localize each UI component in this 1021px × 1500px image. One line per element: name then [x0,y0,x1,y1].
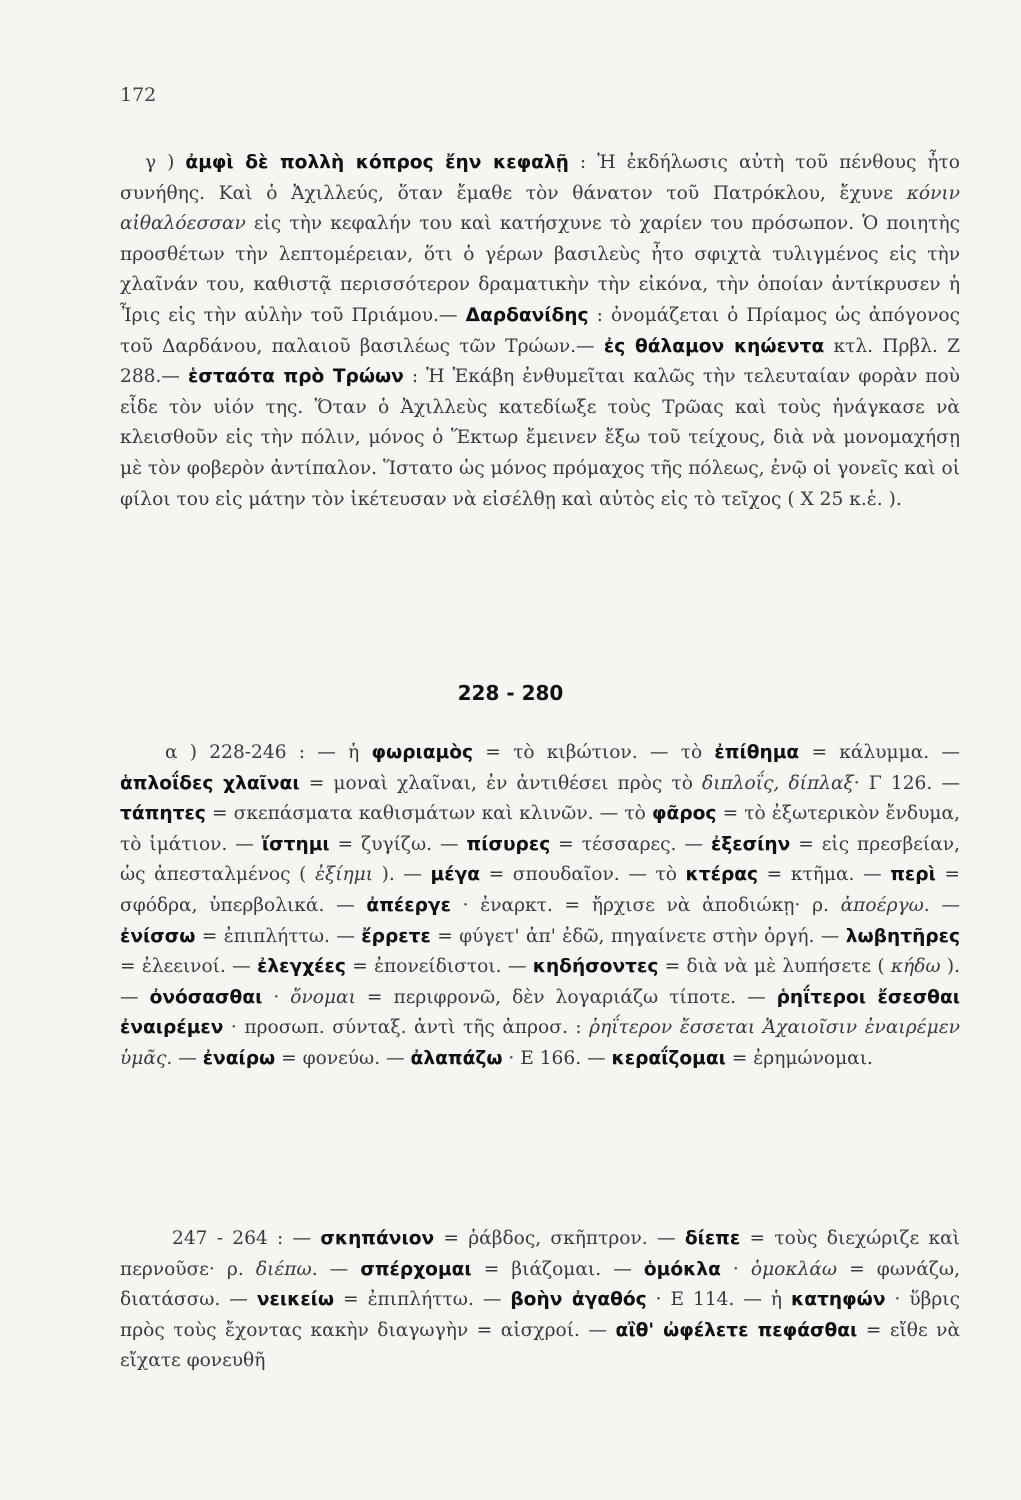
glossary-paragraph-alpha: α ) 228-246 : — ἡ φωριαμὸς = τὸ κιβώτιον. — τὸ ἐπίθημα = κάλυμμα. — ἁπλοΐδες χλαῖναι = μοναὶ χλαῖναι, ἐν ἀντιθέσει πρὸς τὸ διπλοΐς, δίπλαξ· Γ 126. — τάπητες = σκεπάσματα καθισμάτων καὶ κλινῶν. — τὸ φᾶρος = τὸ ἐξωτερικὸν ἔνδυμα, τὸ ἱμάτιον. — ἵστημι = ζυγίζω. — πίσυρες = τέσσαρες. — ἐξεσίην = εἰς πρεσβείαν, ὡς ἀπεσταλμένος ( ἐξίημι ). — μέγα = σπουδαῖον. — τὸ κτέρας = κτῆμα. — περὶ = σφόδρα, ὑπερβολικά. — ἀπέεργε · ἐναρκτ. = ἤρχισε νὰ ἀποδιώκῃ· ρ. ἀποέργω. — ἐνίσσω = ἐπιπλήττω. — ἔρρετε = φύγετ' ἀπ' ἐδῶ, πηγαίνετε στὴν ὀργή. — λωβητῆρες = ἐλεεινοί. — ἐλεγχέες = ἐπονείδιστοι. — κηδήσοντες = διὰ νὰ μὲ λυπήσετε ( κήδω ). — ὀνόσασθαι · ὄνομαι = περιφρονῶ, δὲν λογαριάζω τίποτε. — ῥηΐτεροι ἔσεσθαι ἐναιρέμεν · προσωπ. σύνταξ. ἀντὶ τῆς ἀπροσ. : ῥηΐτερον ἔσσεται Ἀχαιοῖσιν ἐναιρέμεν ὑμᾶς. — ἐναίρω = φονεύω. — ἀλαπάζω · Ε 166. — κεραΐζομαι = ἐρημώνομαι. [120,742,961,1069]
lemma: λωβητῆρες [845,925,961,947]
lemma: σκηπάνιον [320,1228,435,1249]
lemma: ἐς θάλαμον κηώεντα [603,335,825,357]
lemma: ἀμφὶ δὲ πολλὴ κόπρος ἔην κεφαλῇ [185,152,569,173]
quotation: ἀποέργω [840,894,924,916]
lemma: κεραΐζομαι [611,1047,726,1069]
quotation: ὁμοκλάω [750,1258,838,1280]
lemma: περὶ [890,864,936,886]
lemma: φᾶρος [652,803,717,825]
lemma: κατηφών [791,1289,886,1311]
lemma: ἀπέεργε [366,894,451,916]
lemma: δίεπε [684,1228,741,1249]
quotation: διπλοΐς, δίπλαξ [702,772,854,794]
lemma: ἀλαπάζω [410,1047,503,1069]
lemma: ὀνόσασθαι [149,986,263,1008]
lemma: αἲθ' ὠφέλετε πεφάσθαι [615,1319,858,1341]
lemma: κηδήσοντες [532,956,659,978]
lemma: ἁπλοΐδες χλαῖναι [120,772,300,794]
lemma: βοὴν ἀγαθός [510,1289,647,1311]
lemma: ἐξεσίην [710,833,791,855]
quotation: κήδω [890,956,941,978]
quotation: ἐξίημι [314,864,373,886]
lemma: Δαρδανίδης [465,304,589,326]
quotation: διέπω [255,1258,312,1280]
lemma: ἐνίσσω [120,925,196,947]
lemma: ἐπίθημα [714,742,800,763]
lemma: τάπητες [120,803,206,825]
lemma: ὁμόκλα [643,1258,721,1280]
commentary-paragraph-gamma: γ ) ἀμφὶ δὲ πολλὴ κόπρος ἔην κεφαλῇ : Ἡ ἐκδήλωσις αὐτὴ τοῦ πένθους ἦτο συνήθης. Καὶ ὁ Ἀχιλλεύς, ὅταν ἔμαθε τὸν θάνατον τοῦ Πατρόκλου, ἔχυνε κόνιν αἰθαλόεσσαν εἰς τὴν κεφαλήν του καὶ κατήσχυνε τὸ χαρίεν του πρόσωπον. Ὁ ποιητὴς προσθέτων τὴν λεπτομέρειαν, ὅτι ὁ γέρων βασιλεὺς ἦτο σφιχτὰ τυλιγμένος εἰς τὴν χλαῖνάν του, καθιστᾷ περισσότερον δραματικὴν τὴν εἰκόνα, τὴν ὁποίαν ἀντίκρυσεν ἡ Ἶρις εἰς τὴν αὐλὴν τοῦ Πριάμου.— Δαρδανίδης : ὀνομάζεται ὁ Πρίαμος ὡς ἀπόγονος τοῦ Δαρδάνου, παλαιοῦ βασιλέως τῶν Τρώων.— ἐς θάλαμον κηώεντα κτλ. Πρβλ. Ζ 288.— ἑσταότα πρὸ Τρώων : Ἡ Ἑκάβη ἐνθυμεῖται καλῶς τὴν τελευταίαν φορὰν ποὺ εἶδε τὸν υἱόν της. Ὅταν ὁ Ἀχιλλεὺς κατεδίωξε τοὺς Τρῶας καὶ τοὺς ἠνάγκασε νὰ κλεισθοῦν εἰς τὴν πόλιν, μόνος ὁ Ἕκτωρ ἔμεινεν ἔξω τοῦ τείχους, διὰ νὰ μονομαχήσῃ μὲ τὸν φοβερὸν ἀντίπαλον. Ἵστατο ὡς μόνος πρόμαχος τῆς πόλεως, ἐνῷ οἱ γονεῖς καὶ οἱ φίλοι του εἰς μάτην τὸν ἱκέτευσαν νὰ εἰσέλθῃ καὶ αὐτὸς εἰς τὸ τεῖχος ( Χ 25 κ.ἑ. ). [120,152,961,510]
lemma: νεικείω [256,1289,335,1311]
lemma: ἑσταότα πρὸ Τρώων [188,366,404,388]
lemma: μέγα [430,864,481,886]
quotation: κόνιν αἰθαλόεσσαν [120,182,960,235]
lemma: ἔρρετε [361,925,431,947]
page-number: 172 [120,84,157,106]
lemma: ἵστημι [261,833,330,855]
lemma: πίσυρες [466,833,551,855]
quotation: ὄνομαι [290,986,356,1008]
lemma: ἐναίρω [202,1047,276,1069]
lemma: φωριαμὸς [371,742,474,763]
section-heading: 228 - 280 [457,681,564,705]
lemma: ἐλεγχέες [257,956,346,978]
glossary-paragraph-247-264: 247 - 264 : — σκηπάνιον = ῥάβδος, σκῆπτρον. — δίεπε = τοὺς διεχώριζε καὶ περνοῦσε· ρ. διέπω. — σπέρχομαι = βιάζομαι. — ὁμόκλα · ὁμοκλάω = φωνάζω, διατάσσω. — νεικείω = ἐπιπλήττω. — βοὴν ἀγαθός · Ε 114. — ἡ κατηφών · ὕβρις πρὸς τοὺς ἔχοντας κακὴν διαγωγὴν = αἰσχροί. — αἲθ' ὠφέλετε πεφάσθαι = εἴθε νὰ εἴχατε φονευθῆ [120,1228,961,1372]
lemma: κτέρας [685,864,759,886]
lemma: ῥηΐτεροι ἔσεσθαι ἐναιρέμεν [120,986,960,1039]
lemma: σπέρχομαι [360,1258,472,1280]
quotation: ῥηΐτερον ἔσσεται Ἀχαιοῖσιν ἐναιρέμεν ὑμᾶς [120,1017,960,1069]
